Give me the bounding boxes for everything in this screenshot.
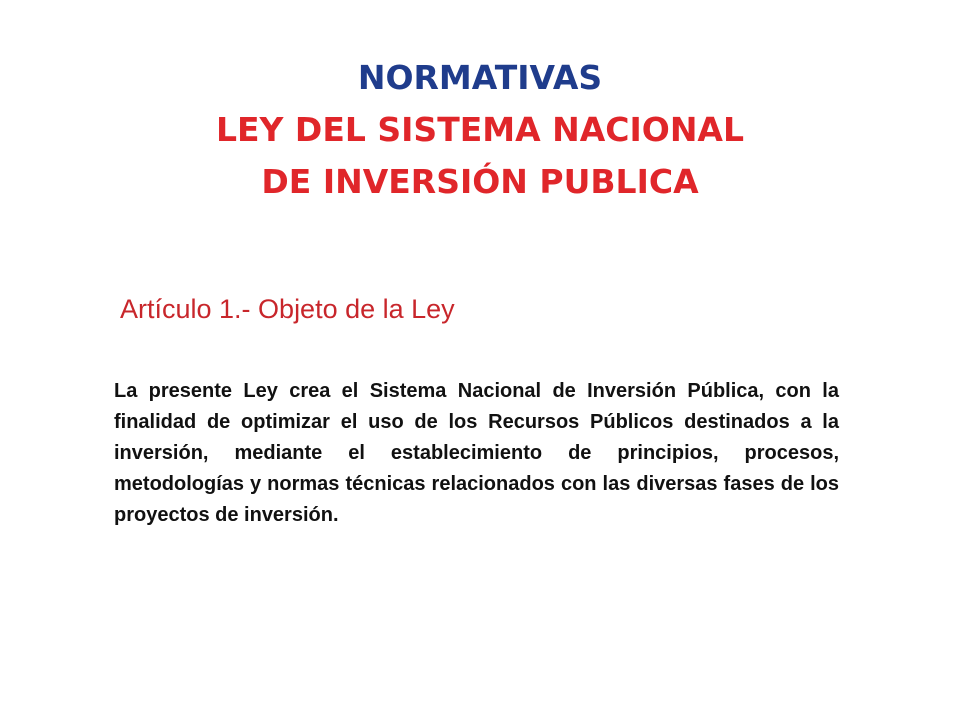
title-law-line-2: DE INVERSIÓN PUBLICA xyxy=(261,162,699,201)
article-body: La presente Ley crea el Sistema Nacional de Inversión Pública, con la finalidad de optimizar el uso de los Recursos Públicos destinados a la inversión, mediante el establecimiento de principios, procesos, metodologías y normas técnicas relacionados con las diversas fases de los proyectos de inversión. xyxy=(114,380,839,526)
title-normativas: NORMATIVAS xyxy=(357,58,603,97)
slide-title xyxy=(0,52,960,208)
article-heading: Artículo 1.- Objeto de la Ley xyxy=(120,294,455,324)
title-law-line-1: LEY DEL SISTEMA NACIONAL xyxy=(215,110,745,149)
